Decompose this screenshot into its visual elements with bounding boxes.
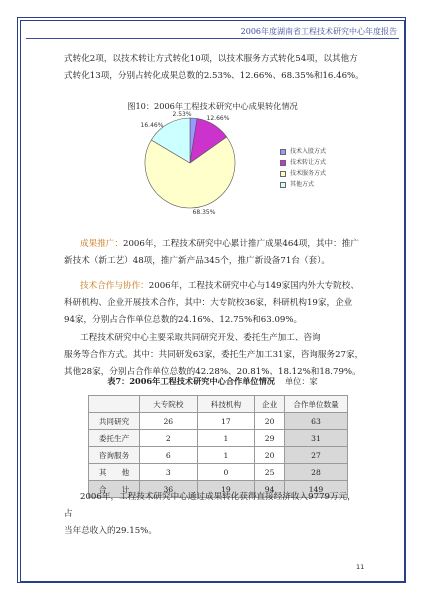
text-line [64, 278, 364, 295]
legend-label: 技术入股方式 [290, 148, 327, 155]
text-line: 当年总收入的29.15%。 [64, 526, 157, 536]
table-cell: 2 [140, 430, 198, 447]
table-cell: 其 他 [89, 464, 140, 481]
coop-label: 技术合作与协作： [80, 281, 149, 291]
paragraph-promotion [64, 236, 364, 270]
header-title: 2006年度湖南省工程技术研究中心年度报告 [240, 27, 397, 36]
table-cell: 共同研究 [89, 413, 140, 430]
table-cell: 149 [285, 481, 348, 498]
legend-swatch [280, 182, 286, 188]
column-header: 大专院校 [140, 396, 198, 413]
table-cell: 36 [140, 481, 198, 498]
table-cell: 合 计 [89, 481, 140, 498]
table-cell: 28 [285, 464, 348, 481]
table-row [89, 447, 348, 464]
promo-label: 成果推广： [80, 239, 123, 249]
table-cell: 6 [140, 447, 198, 464]
table-cell: 25 [255, 464, 285, 481]
table-cell: 3 [140, 464, 198, 481]
pie-chart-svg [0, 0, 425, 230]
table-cell: 20 [255, 413, 285, 430]
column-header: 合作单位数量 [285, 396, 348, 413]
cooperation-table [88, 395, 348, 498]
table-unit: 单位：家 [284, 376, 318, 386]
table-row [89, 430, 348, 447]
table-cell: 0 [197, 464, 255, 481]
chart-legend [280, 146, 326, 190]
table-row [89, 464, 348, 481]
legend-swatch [280, 171, 286, 177]
table-title-text: 表7：2006年工程技术研究中心合作单位情况 [107, 376, 275, 386]
paragraph-cooperation-mode [64, 330, 364, 381]
column-header: 科技机构 [197, 396, 255, 413]
table-title [0, 376, 425, 387]
column-header [89, 396, 140, 413]
text-line: 式转化13项，分别占转化成果总数的2.53%、12.66%、68.35%和16.46%。 [64, 71, 364, 81]
text-span: 2006年，工程技术研究中心累计推广成果464项，其中：推广 [122, 239, 359, 249]
table-cell: 咨询服务 [89, 447, 140, 464]
legend-swatch [280, 160, 286, 166]
table-cell: 27 [285, 447, 348, 464]
text-line: 94家，分别占合作单位总数的24.16%、12.75%和63.09%。 [64, 315, 303, 325]
paragraph-income [64, 489, 364, 540]
pie-data-label: 2.53% [172, 111, 192, 118]
text-line [64, 236, 364, 253]
text-span: 2006年，工程技术研究中心与149家国内外大专院校、 [148, 281, 359, 291]
table-cell: 19 [197, 481, 255, 498]
table-header-row [89, 396, 348, 413]
table-cell: 63 [285, 413, 348, 430]
legend-label: 技术转让方式 [290, 159, 327, 166]
text-line: 新技术（新工艺）48项，推广新产品345个，推广新设备71台（套）。 [64, 256, 331, 266]
text-line: 科研机构、企业开展技术合作，其中：大专院校36家，科研机构19家，企业 [64, 298, 353, 308]
table-cell: 1 [197, 430, 255, 447]
table-cell: 1 [197, 447, 255, 464]
legend-item [280, 168, 326, 179]
legend-swatch [280, 149, 286, 155]
pie-data-label: 68.35% [192, 209, 216, 216]
text-line: 2006年，工程技术研究中心通过成果转化获得直接经济收入9779万元，占 [64, 492, 356, 519]
text-line: 式转化2项，以技术转让方式转化10项，以技术服务方式转化54项，以其他方 [64, 54, 358, 64]
table-cell: 20 [255, 447, 285, 464]
legend-label: 其他方式 [290, 181, 315, 188]
text-line: 其他28家，分别占合作单位总数的42.28%、20.81%、18.12%和18.79%。 [64, 367, 361, 377]
legend-item [280, 179, 326, 190]
table-cell: 17 [197, 413, 255, 430]
column-header: 企业 [255, 396, 285, 413]
legend-label: 技术服务方式 [290, 170, 327, 177]
table-cell: 委托生产 [89, 430, 140, 447]
text-line: 工程技术研究中心主要采取共同研究开发、委托生产加工、咨询 [80, 333, 321, 343]
table-row [89, 413, 348, 430]
pie-data-label: 16.46% [140, 122, 164, 129]
paragraph-cooperation [64, 278, 364, 329]
pie-data-label: 12.66% [206, 115, 230, 122]
pie-chart [0, 0, 425, 230]
legend-item [280, 146, 326, 157]
page-number: 11 [356, 563, 365, 571]
legend-item [280, 157, 326, 168]
text-line: 服务等合作方式。其中：共同研发63家，委托生产加工31家，咨询服务27家， [64, 350, 364, 360]
table-cell: 31 [285, 430, 348, 447]
table-cell: 94 [255, 481, 285, 498]
table-cell: 29 [255, 430, 285, 447]
table-cell: 26 [140, 413, 198, 430]
figure-title: 图10：2006年工程技术研究中心成果转化情况 [127, 101, 298, 111]
